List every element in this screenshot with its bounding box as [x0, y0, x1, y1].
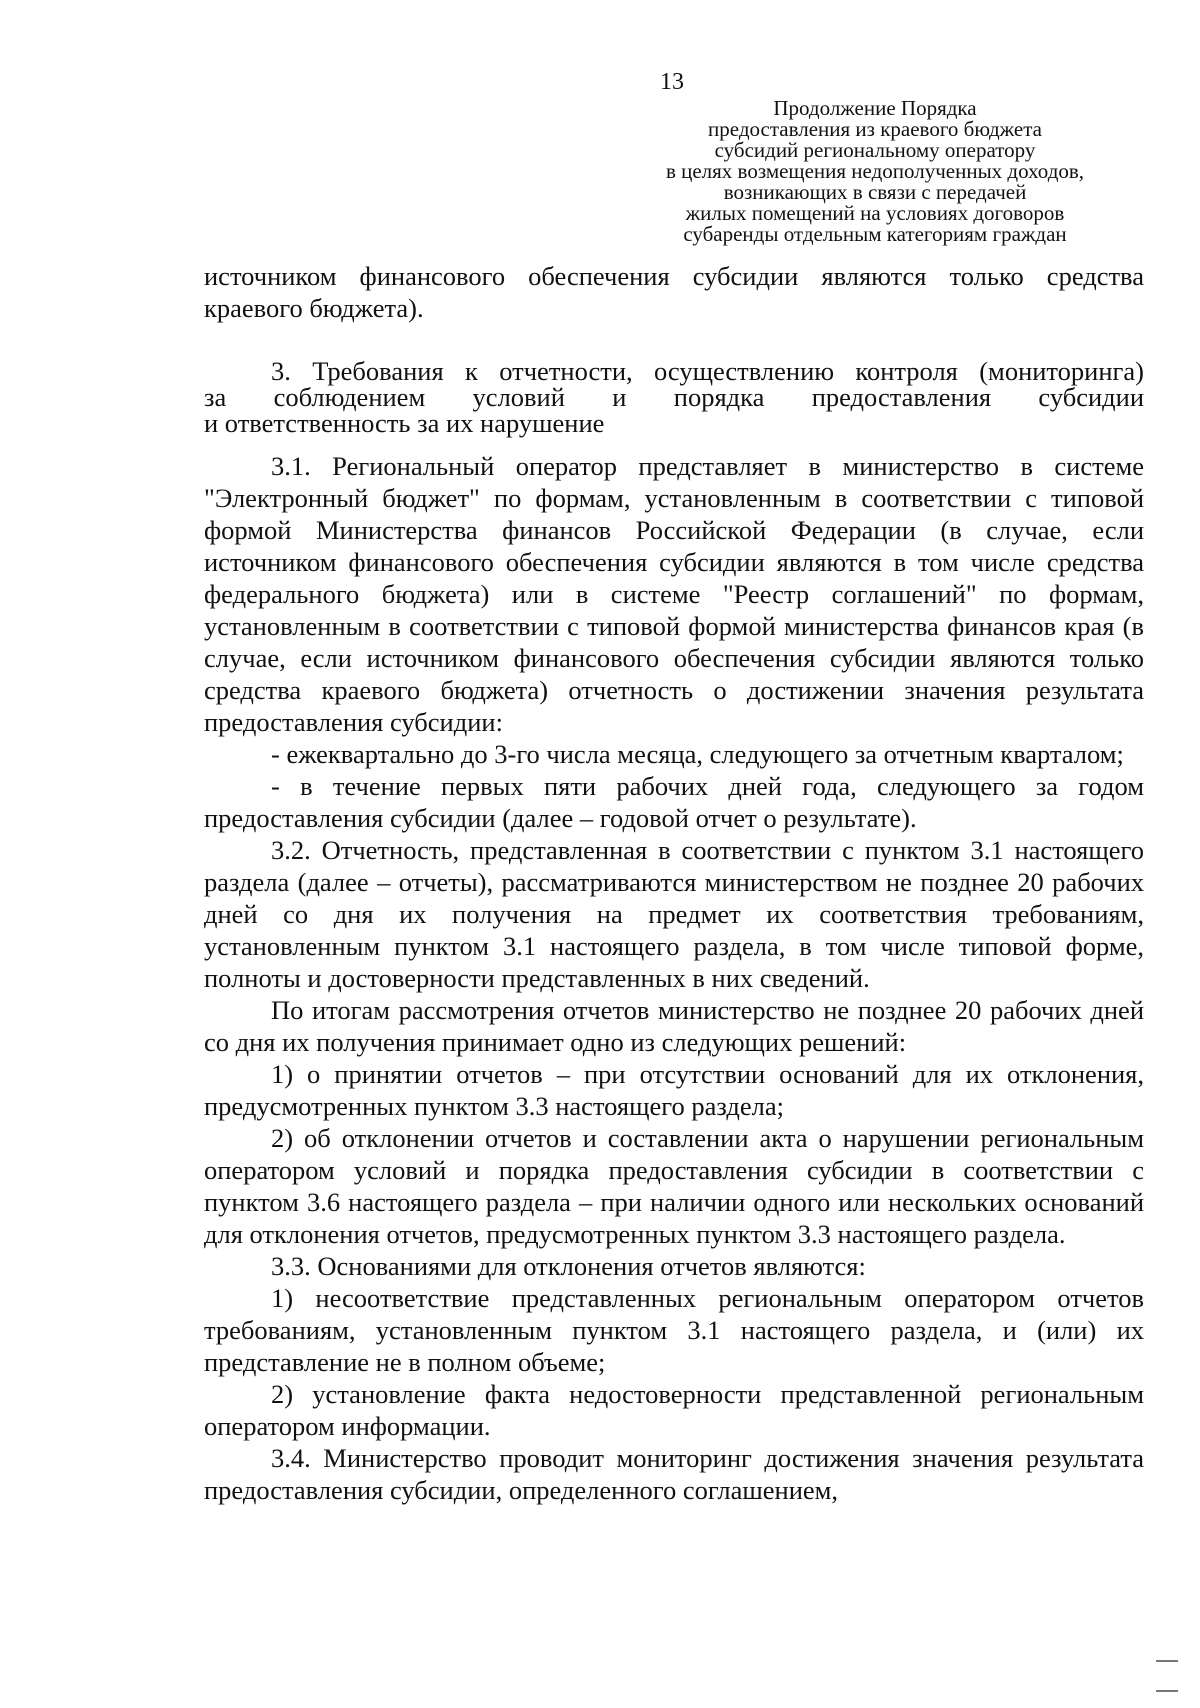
section-heading-line: 3. Требования к отчетности, осуществлению контроля (мониторинга): [271, 356, 1144, 386]
header-line: субаренды отдельным категориям граждан: [683, 222, 1067, 246]
section-heading-line: за соблюдением условий и порядка предоставления субсидии: [204, 382, 1144, 412]
rejection-ground-2: 2) установление факта недостоверности представленной региональным оператором информации.: [204, 1379, 1144, 1441]
header-line: в целях возмещения недополученных доходов,: [665, 159, 1085, 183]
paragraph-review-results: По итогам рассмотрения отчетов министерство не позднее 20 рабочих дней со дня их получения принимает одно из следующих решений:: [204, 995, 1144, 1057]
paragraph-3-4: 3.4. Министерство проводит мониторинг достижения значения результата предоставления субсидии, определенного соглашением,: [204, 1443, 1144, 1505]
header-line: Продолжение Порядка: [773, 96, 977, 120]
header-line: жилых помещений на условиях договоров: [685, 201, 1065, 225]
scan-edge-mark: [1156, 1690, 1178, 1692]
document-body: [204, 260, 1144, 1506]
header-line: возникающих в связи с передачей: [723, 180, 1027, 204]
paragraph-3-1: 3.1. Региональный оператор представляет в министерство в системе "Электронный бюджет" по формам, установленным в соответствии с типовой формой Министерства финансов Российской Федерации (в случае, если источником финансового обеспечения субсидии являются в том числе средства федерального бюджета) или в системе "Реестр соглашений" по формам, установленным в соответствии с типовой формой министерства финансов края (в случае, если источником финансового обеспечения субсидии являются только средства краевого бюджета) отчетность о достижении значения результата предоставления субсидии:: [204, 451, 1144, 737]
paragraph-3-2: 3.2. Отчетность, представленная в соответствии с пунктом 3.1 настоящего раздела (далее – отчеты), рассматриваются министерством не позднее 20 рабочих дней со дня их получения на предмет их соответствия требованиям, установленным пунктом 3.1 настоящего раздела, в том числе типовой форме, полноты и достоверности представленных в них сведений.: [204, 835, 1144, 993]
list-item-annual: - в течение первых пяти рабочих дней года, следующего за годом предоставления субсидии (далее – годовой отчет о результате).: [204, 771, 1144, 833]
scan-edge-mark: [1156, 1660, 1178, 1662]
page-number: 13: [660, 69, 684, 95]
section-heading-line: и ответственность за их нарушение: [204, 408, 605, 438]
list-item-quarterly: - ежеквартально до 3-го числа месяца, следующего за отчетным кварталом;: [271, 739, 1124, 769]
rejection-ground-1: 1) несоответствие представленных региональным оператором отчетов требованиям, установленным пунктом 3.1 настоящего раздела, и (или) их представление не в полном объеме;: [204, 1283, 1144, 1377]
document-header: [600, 98, 1150, 245]
header-line: предоставления из краевого бюджета: [708, 117, 1042, 141]
continuation-paragraph: источником финансового обеспечения субсидии являются только средства краевого бюджета).: [204, 261, 1144, 323]
decision-item-reject: 2) об отклонении отчетов и составлении акта о нарушении региональным оператором условий и порядка предоставления субсидии в соответствии с пунктом 3.6 настоящего раздела – при наличии одного или нескольких оснований для отклонения отчетов, предусмотренных пунктом 3.3 настоящего раздела.: [204, 1123, 1144, 1249]
paragraph-3-3: 3.3. Основаниями для отклонения отчетов являются:: [271, 1251, 866, 1281]
header-line: субсидий региональному оператору: [714, 138, 1036, 162]
section-heading: [204, 358, 1144, 436]
decision-item-accept: 1) о принятии отчетов – при отсутствии оснований для их отклонения, предусмотренных пунктом 3.3 настоящего раздела;: [204, 1059, 1144, 1121]
